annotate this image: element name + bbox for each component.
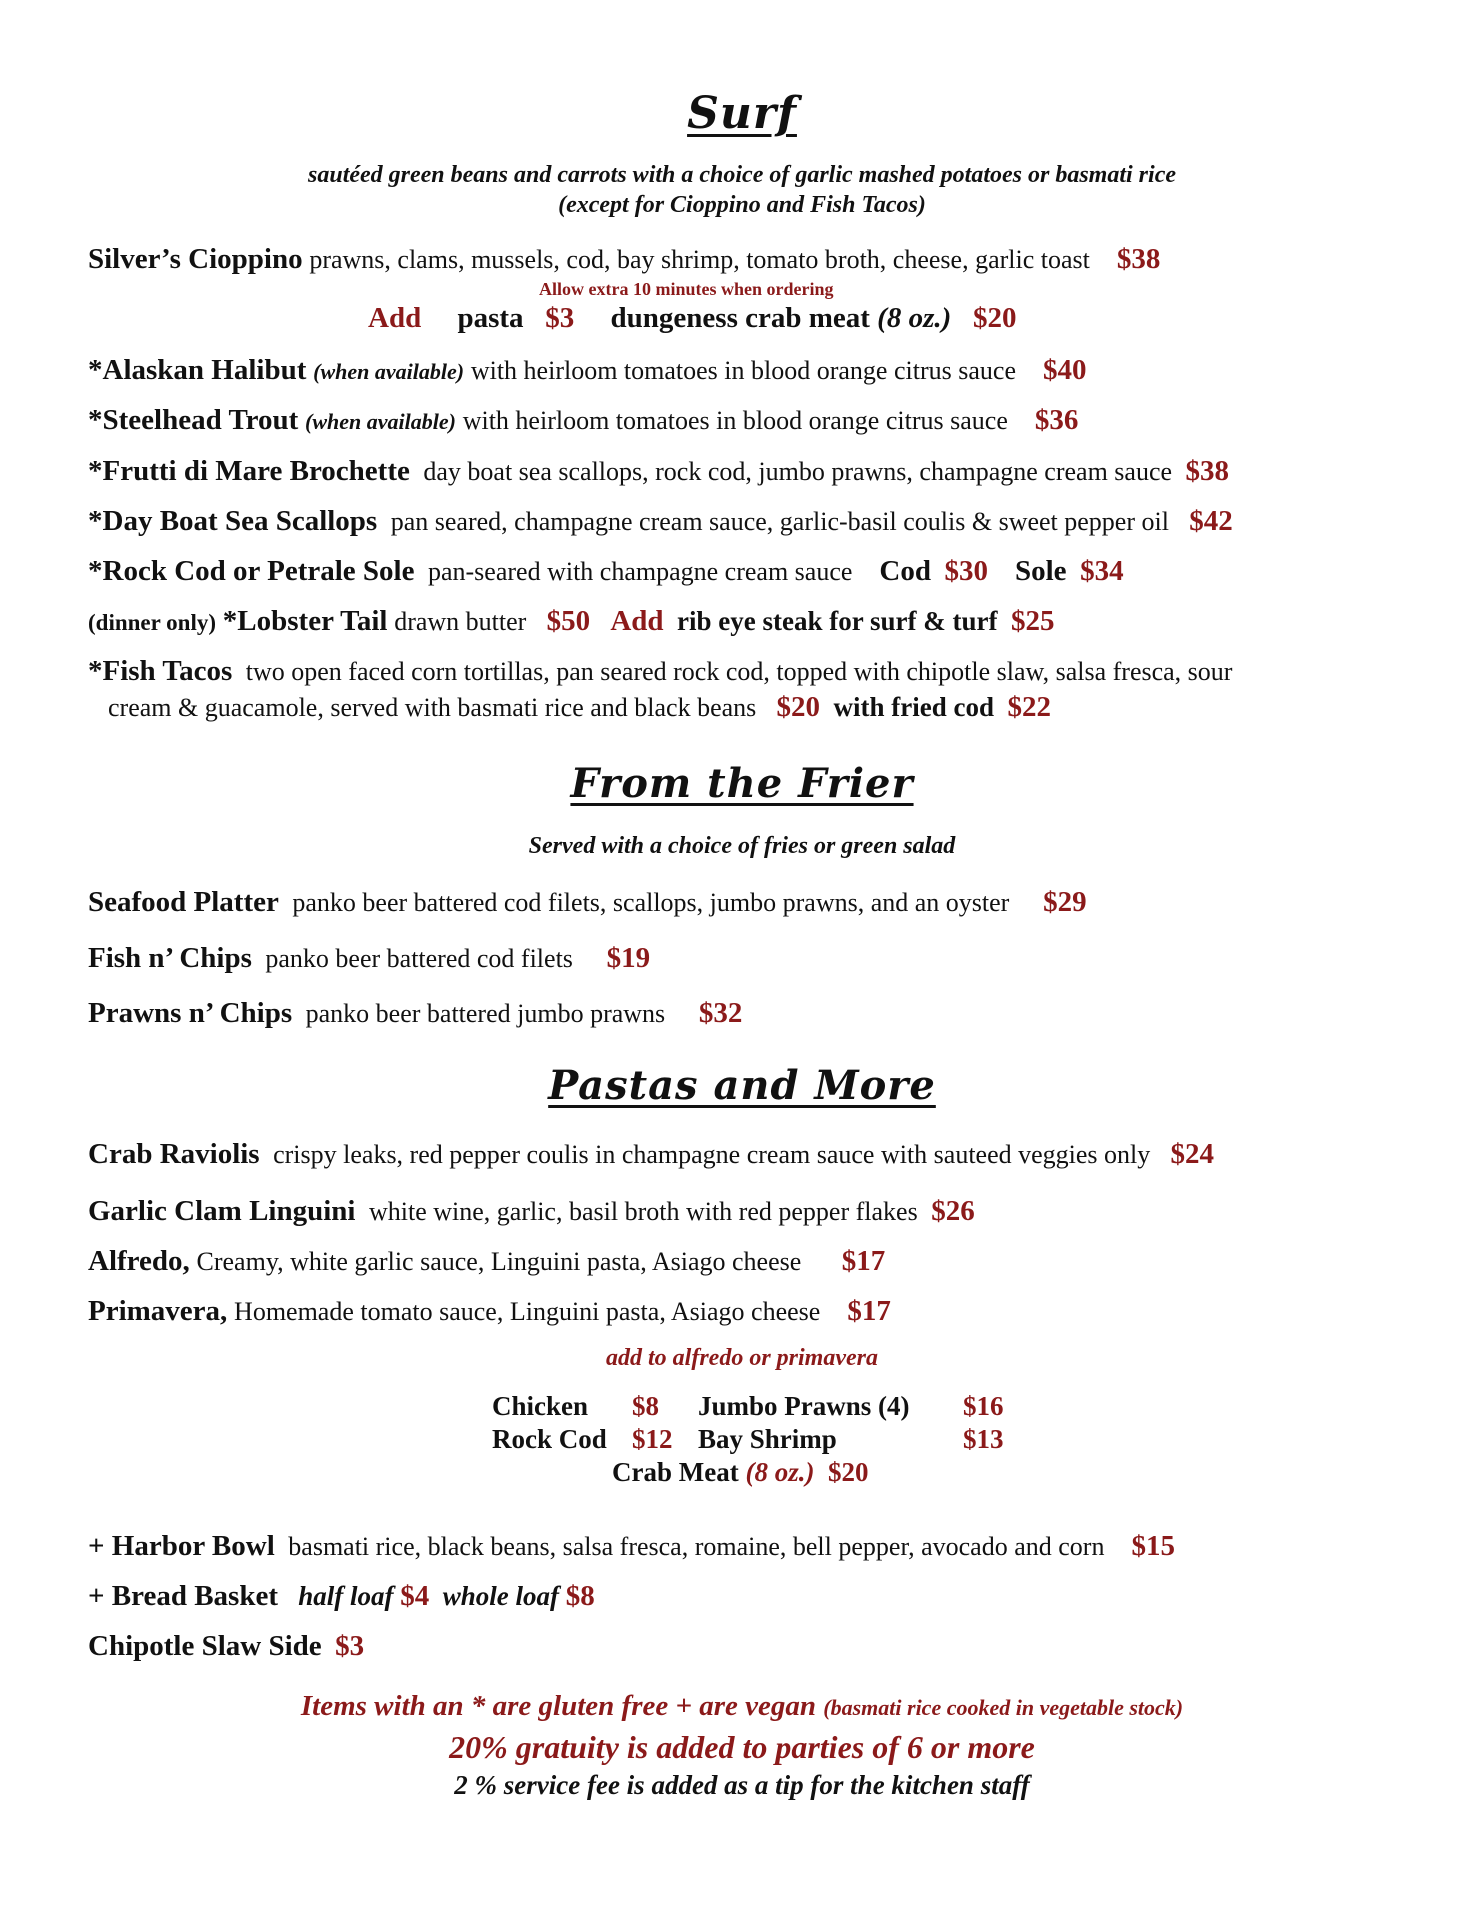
item-desc: panko beer battered cod filets	[265, 944, 573, 973]
pasta-item-row	[88, 1245, 885, 1278]
item-desc: white wine, garlic, basil broth with red pepper flakes	[368, 1197, 918, 1226]
addon-crab-note: (8 oz.)	[745, 1457, 815, 1487]
item-name: Chipotle Slaw Side	[88, 1630, 322, 1662]
item-desc: pan-seared with champagne cream sauce	[427, 557, 853, 586]
pastas-title: Pastas and More	[548, 1062, 936, 1109]
pasta-item-row	[88, 1138, 1214, 1171]
cod-price: $30	[944, 555, 988, 587]
item-desc: crispy leaks, red pepper coulis in champagne cream sauce with sauteed veggies only	[273, 1140, 1151, 1169]
item-desc: with heirloom tomatoes in blood orange citrus sauce	[462, 406, 1008, 435]
item-name: Primavera,	[88, 1295, 228, 1327]
item-name: Alfredo,	[88, 1245, 190, 1277]
tacos-row	[88, 655, 1232, 688]
item-note: (when available)	[313, 359, 465, 384]
footer-gratuity-note: 20% gratuity is added to parties of 6 or more	[449, 1729, 1035, 1765]
pasta-item-row	[88, 1195, 975, 1228]
item-price: $19	[606, 942, 651, 974]
dinner-only-label: (dinner only)	[88, 610, 217, 635]
item-name: Prawns n’ Chips	[88, 997, 293, 1029]
frier-item-row	[88, 997, 742, 1030]
item-note: (when available)	[305, 409, 456, 434]
item-price: $24	[1170, 1138, 1215, 1170]
addon-chicken-price: $8	[632, 1391, 659, 1421]
item-price: $32	[698, 997, 743, 1029]
frier-item-row	[88, 942, 650, 975]
footer-service-fee-note: 2 % service fee is added as a tip for the kitchen staff	[454, 1770, 1030, 1800]
item-name: + Bread Basket	[88, 1580, 279, 1612]
addon-crab-price: $20	[827, 1457, 869, 1487]
add-desc: rib eye steak for surf & turf	[677, 606, 998, 636]
frier-item-row	[88, 886, 1087, 919]
add-label: Add	[368, 302, 422, 334]
item-desc: with heirloom tomatoes in blood orange citrus sauce	[470, 356, 1016, 385]
addon-crab: Crab Meat	[612, 1457, 739, 1487]
item-price: $50	[546, 605, 591, 637]
fried-price: $22	[1007, 691, 1052, 723]
frier-subtitle: Served with a choice of fries or green salad	[528, 833, 956, 859]
item-name: Garlic Clam Linguini	[88, 1195, 356, 1227]
item-desc: panko beer battered cod filets, scallops, jumbo prawns, and an oyster	[292, 888, 1010, 917]
crab-note: (8 oz.)	[877, 302, 952, 334]
sole-price: $34	[1080, 555, 1124, 587]
sole-label: Sole	[1015, 555, 1067, 587]
item-name: Fish n’ Chips	[88, 942, 252, 974]
footer-gluten-free-note	[0, 1690, 1484, 1723]
item-price: $20	[776, 691, 821, 723]
item-price: $15	[1131, 1530, 1175, 1562]
half-loaf-label: half loaf	[298, 1581, 394, 1611]
item-name: *Lobster Tail	[222, 605, 388, 637]
item-price: $38	[1116, 243, 1161, 275]
item-name: *Alaskan Halibut	[88, 354, 307, 386]
addon-shrimp-price: $13	[963, 1424, 1004, 1454]
addon-rockcod-price: $12	[632, 1424, 673, 1454]
cioppino-row	[88, 243, 1160, 276]
item-desc: prawns, clams, mussels, cod, bay shrimp, tomato broth, cheese, garlic toast	[309, 245, 1090, 274]
slaw-row	[88, 1630, 364, 1663]
footer-line1-note: (basmati rice cooked in vegetable stock)	[823, 1695, 1184, 1720]
harbor-bowl-row	[88, 1530, 1175, 1563]
item-price: $42	[1189, 505, 1233, 537]
item-name: *Rock Cod or Petrale Sole	[88, 555, 415, 587]
add-label: Add	[610, 605, 664, 637]
item-desc: drawn butter	[394, 607, 527, 636]
whole-loaf-label: whole loaf	[442, 1581, 560, 1611]
add-price: $25	[1010, 605, 1055, 637]
whole-loaf-price: $8	[565, 1580, 595, 1612]
item-name: Crab Raviolis	[88, 1138, 260, 1170]
item-desc: pan seared, champagne cream sauce, garlic-basil coulis & sweet pepper oil	[390, 507, 1169, 536]
item-name: + Harbor Bowl	[88, 1530, 275, 1562]
item-name: *Frutti di Mare Brochette	[88, 455, 410, 487]
half-loaf-price: $4	[400, 1580, 430, 1612]
crab-label: dungeness crab meat	[610, 302, 870, 334]
lobster-row	[88, 605, 1054, 638]
pasta-label: pasta	[457, 302, 524, 334]
cioppino-note: Allow extra 10 minutes when ordering	[539, 279, 834, 299]
rockcod-row	[88, 555, 1124, 588]
fried-label: with fried cod	[833, 692, 995, 722]
trout-row	[88, 404, 1078, 437]
item-desc: Creamy, white garlic sauce, Linguini pasta, Asiago cheese	[196, 1247, 802, 1276]
scallops-row	[88, 505, 1233, 538]
surf-subtitle-1: sautéed green beans and carrots with a choice of garlic mashed potatoes or basmati rice	[308, 162, 1176, 188]
item-name: *Day Boat Sea Scallops	[88, 505, 378, 537]
addon-prawns: Jumbo Prawns (4)	[698, 1391, 910, 1421]
halibut-row	[88, 354, 1086, 387]
addons-title: add to alfredo or primavera	[606, 1345, 878, 1371]
addon-shrimp: Bay Shrimp	[698, 1424, 837, 1454]
item-name: *Steelhead Trout	[88, 404, 299, 436]
item-price: $40	[1042, 354, 1087, 386]
tacos-row-2	[108, 691, 1051, 724]
footer-line1: Items with an * are gluten free + are vegan	[300, 1690, 817, 1722]
addon-prawns-price: $16	[963, 1391, 1004, 1421]
item-price: $36	[1034, 404, 1079, 436]
frier-title: From the Frier	[570, 760, 914, 807]
brochette-row	[88, 455, 1229, 488]
item-price: $3	[335, 1630, 365, 1662]
crab-price: $20	[973, 302, 1017, 334]
pasta-item-row	[88, 1295, 891, 1328]
cioppino-add-row	[368, 302, 1017, 335]
item-price: $29	[1043, 886, 1087, 918]
bread-basket-row	[88, 1580, 595, 1613]
item-desc: Homemade tomato sauce, Linguini pasta, Asiago cheese	[234, 1297, 821, 1326]
item-desc-1: two open faced corn tortillas, pan seared rock cod, topped with chipotle slaw, salsa fresca, sour	[245, 657, 1233, 686]
item-desc: basmati rice, black beans, salsa fresca, romaine, bell pepper, avocado and corn	[288, 1532, 1105, 1561]
addon-chicken: Chicken	[492, 1391, 589, 1421]
item-price: $38	[1185, 455, 1230, 487]
surf-title: Surf	[687, 88, 797, 139]
item-desc: panko beer battered jumbo prawns	[305, 999, 666, 1028]
addon-rockcod: Rock Cod	[492, 1424, 607, 1454]
item-name: *Fish Tacos	[88, 655, 233, 687]
item-price: $26	[931, 1195, 975, 1227]
item-price: $17	[841, 1245, 886, 1277]
item-desc-2: cream & guacamole, served with basmati rice and black beans	[108, 693, 757, 722]
item-desc: day boat sea scallops, rock cod, jumbo prawns, champagne cream sauce	[423, 457, 1173, 486]
surf-subtitle-2: (except for Cioppino and Fish Tacos)	[558, 192, 926, 218]
item-price: $17	[847, 1295, 891, 1327]
cod-label: Cod	[879, 555, 931, 587]
item-name: Silver’s Cioppino	[88, 243, 303, 275]
addons-grid	[492, 1390, 1004, 1489]
item-name: Seafood Platter	[88, 886, 279, 918]
pasta-price: $3	[545, 302, 575, 334]
